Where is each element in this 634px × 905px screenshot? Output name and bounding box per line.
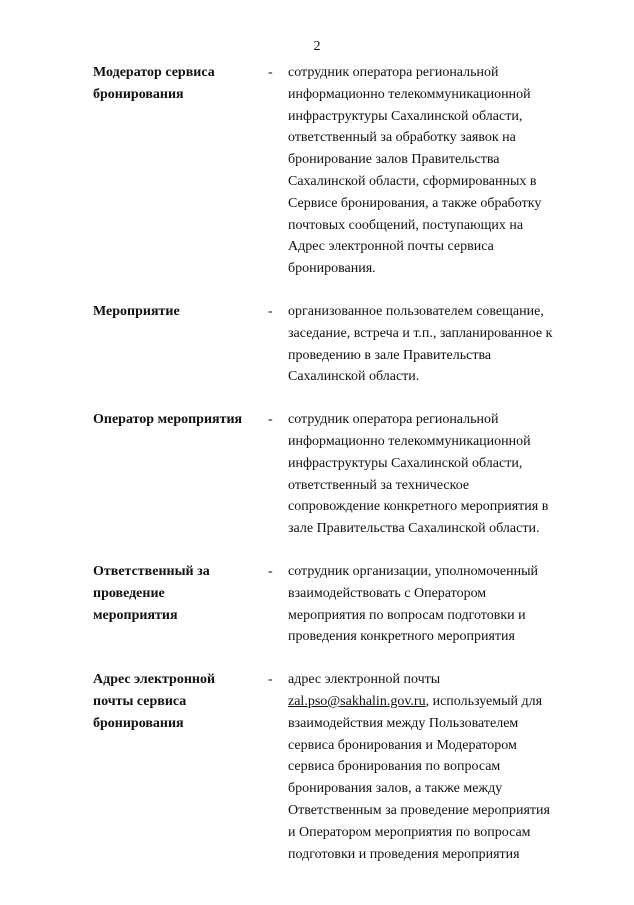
- definition-entry-event: [93, 301, 593, 388]
- term-label: Модератор сервиса бронирования: [93, 65, 215, 102]
- term-label: Оператор мероприятия: [93, 412, 243, 428]
- definition-text: сотрудник оператора региональной информационно телекоммуникационной инфраструктуры Сахалинской области, ответственный за обработку заявок на бронирование залов Правительства Сахалинской области, сформированных в Сервисе бронирования, а также обработку почтовых сообщений, поступающих на Адрес электронной почты сервиса бронирования.: [288, 65, 542, 277]
- definition-text: сотрудник организации, уполномоченный взаимодействовать с Оператором мероприятия по вопросам подготовки и проведения конкретного мероприятия: [288, 563, 538, 645]
- term-dash: -: [268, 412, 273, 428]
- definition-text: [288, 669, 578, 865]
- definition-text: организованное пользователем совещание, заседание, встреча и т.п., запланированное к проведению в зале Правительства Сахалинской области.: [288, 303, 553, 385]
- definition-entry-event-operator: [93, 409, 593, 540]
- term-dash: -: [268, 563, 273, 579]
- term-label: Мероприятие: [93, 303, 180, 319]
- definition-entry-service-email: [93, 669, 593, 865]
- email-link[interactable]: zal.pso@sakhalin.gov.ru: [288, 693, 426, 709]
- definition-text-end: , используемый для взаимодействия между Пользователем сервиса бронирования и Модератором сервиса бронирования по вопросам бронирования залов, а также между Ответственным за проведение мероприятия и Оператором мероприятия по вопросам подготовки и проведения мероприятия: [288, 693, 550, 862]
- definition-text: сотрудник оператора региональной информационно телекоммуникационной инфраструктуры Сахалинской области, ответственный за техническое сопровождение конкретного мероприятия в зале Правительства Сахалинской области.: [288, 412, 549, 537]
- definition-entry-booking-moderator: [93, 62, 593, 280]
- term-dash: -: [268, 672, 273, 688]
- term-label: Ответственный за проведение мероприятия: [93, 563, 210, 623]
- definition-text-start: адрес электронной почты: [288, 672, 441, 688]
- term-label: Адрес электронной почты сервиса бронирования: [93, 672, 216, 731]
- term-dash: -: [268, 65, 273, 80]
- definitions-list: [93, 62, 593, 886]
- definition-entry-event-responsible: [93, 561, 593, 648]
- page-number: 2: [313, 39, 321, 54]
- term-dash: -: [268, 303, 273, 319]
